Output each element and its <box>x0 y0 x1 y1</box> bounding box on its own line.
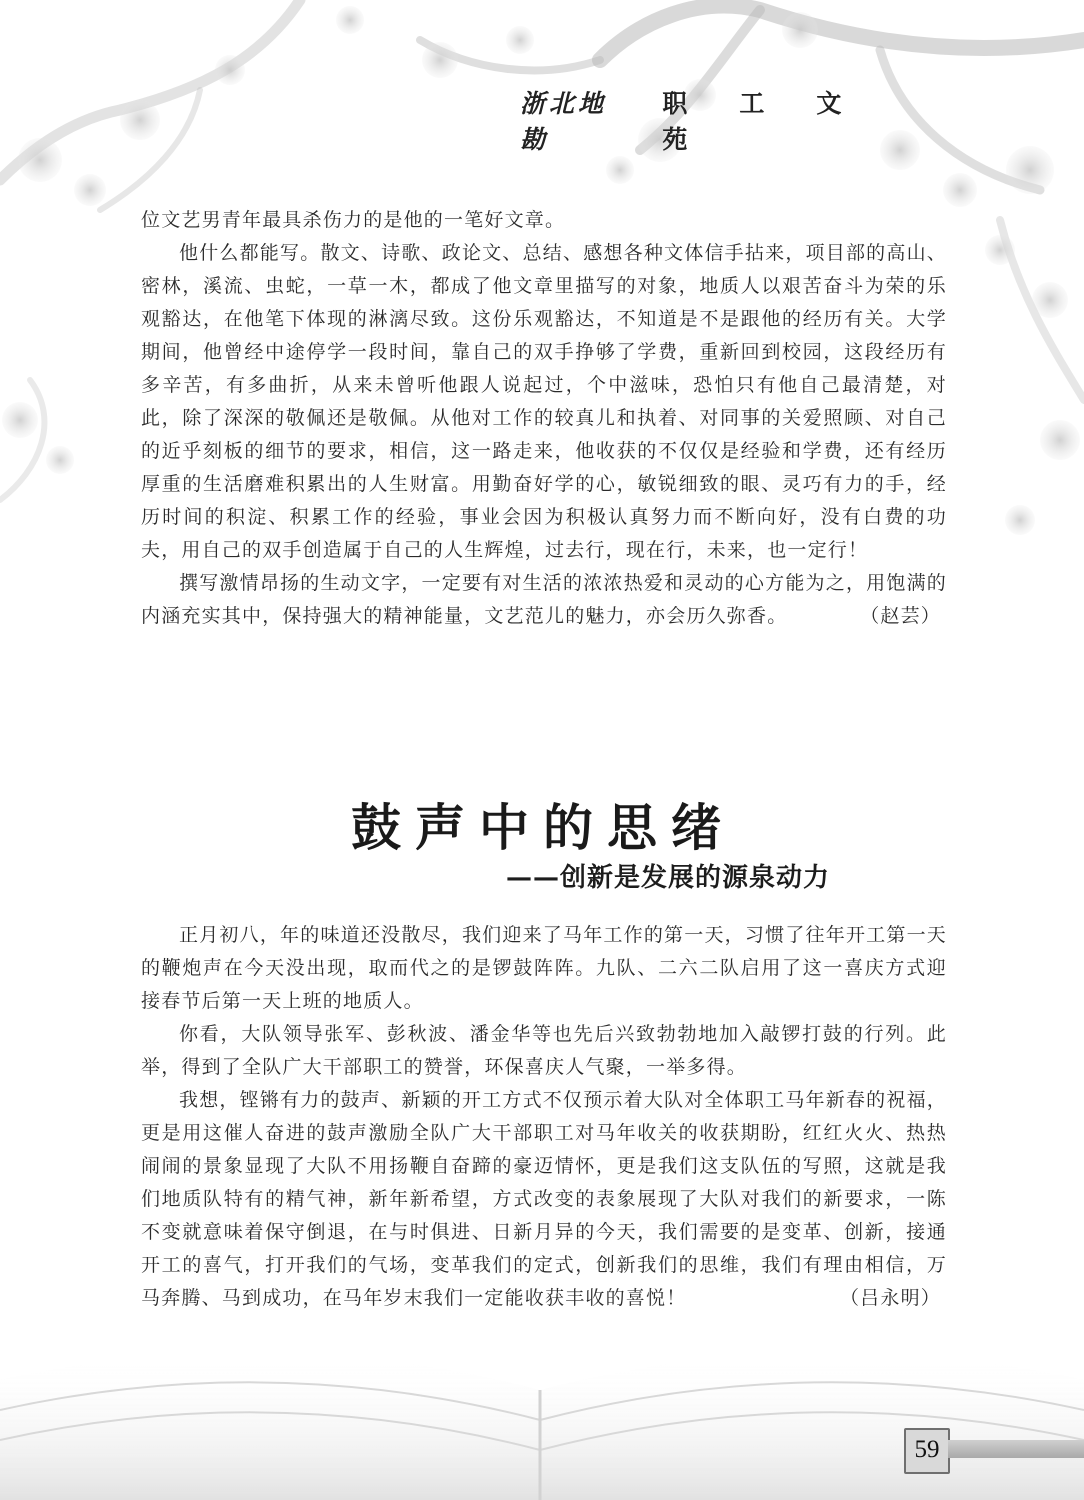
article-2-paragraph: 你看，大队领导张军、彭秋波、潘金华等也先后兴致勃勃地加入敲锣打鼓的行列。此举，得到了全队广大干部职工的赞誉，环保喜庆人气聚，一举多得。 <box>141 1023 947 1078</box>
page-number: 59 <box>904 1428 950 1474</box>
header-column: 职工文苑 <box>662 89 894 154</box>
article-1-body <box>141 204 947 633</box>
page-header <box>520 89 950 154</box>
page-number-tab <box>948 1440 1084 1458</box>
article-2-paragraph <box>141 1084 947 1315</box>
article-2-paragraph-text: 我想，铿锵有力的鼓声、新颖的开工方式不仅预示着大队对全体职工马年新春的祝福，更是用这催人奋进的鼓声激励全队广大干部职工对马年收关的收获期盼，红红火火、热热闹闹的景象显现了大队不用扬鞭自奋蹄的豪迈情怀，更是我们这支队伍的写照，这就是我们地质队特有的精气神，新年新希望，方式改变的表象展现了大队对我们的新要求，一陈不变就意味着保守倒退，在与时俱进、日新月异的今天，我们需要的是变革、创新，接通开工的喜气，打开我们的气场，变革我们的定式，创新我们的思维，我们有理由相信，万马奔腾、马到成功，在马年岁末我们一定能收获丰收的喜悦！ <box>141 1089 947 1309</box>
article-1-paragraph-text: 撰写激情昂扬的生动文字，一定要有对生活的浓浓热爱和灵动的心方能为之，用饱满的内涵充实其中，保持强大的精神能量，文艺范儿的魅力，亦会历久弥香。 <box>141 572 947 627</box>
article-2-author: （吕永明） <box>839 1287 941 1309</box>
article-1-paragraph <box>141 567 947 633</box>
article-1-paragraph: 他什么都能写。散文、诗歌、政论文、总结、感想各种文体信手拈来，项目部的高山、密林，溪流、虫蛇，一草一木，都成了他文章里描写的对象，地质人以艰苦奋斗为荣的乐观豁达，在他笔下体现的淋漓尽致。这份乐观豁达，不知道是不是跟他的经历有关。大学期间，他曾经中途停学一段时间，靠自己的双手挣够了学费，重新回到校园，这段经历有多辛苦，有多曲折，从来未曾听他跟人说起过，个中滋味，恐怕只有他自己最清楚，对此，除了深深的敬佩还是敬佩。从他对工作的较真儿和执着、对同事的关爱照顾、对自己的近乎刻板的细节的要求，相信，这一路走来，他收获的不仅仅是经验和学费，还有经历厚重的生活磨难积累出的人生财富。用勤奋好学的心，敏锐细致的眼、灵巧有力的手，经历时间的积淀、积累工作的经验，事业会因为积极认真努力而不断向好，没有白费的功夫，用自己的双手创造属于自己的人生辉煌，过去行，现在行，未来，也一定行！ <box>141 242 947 561</box>
article-2-body <box>141 919 947 1315</box>
article-2-title: 鼓声中的思绪 <box>351 799 735 857</box>
article-2-paragraph: 正月初八，年的味道还没散尽，我们迎来了马年工作的第一天，习惯了往年开工第一天的鞭炮声在今天没出现，取而代之的是锣鼓阵阵。九队、二六二队启用了这一喜庆方式迎接春节后第一天上班的地质人。 <box>141 924 947 1012</box>
open-book <box>0 1352 1084 1500</box>
article-1-author: （赵芸） <box>860 605 941 627</box>
article-2-subtitle: ——创新是发展的源泉动力 <box>506 863 831 893</box>
article-1-paragraph: 位文艺男青年最具杀伤力的是他的一笔好文章。 <box>141 209 566 231</box>
header-org: 浙北地勘 <box>520 89 608 154</box>
